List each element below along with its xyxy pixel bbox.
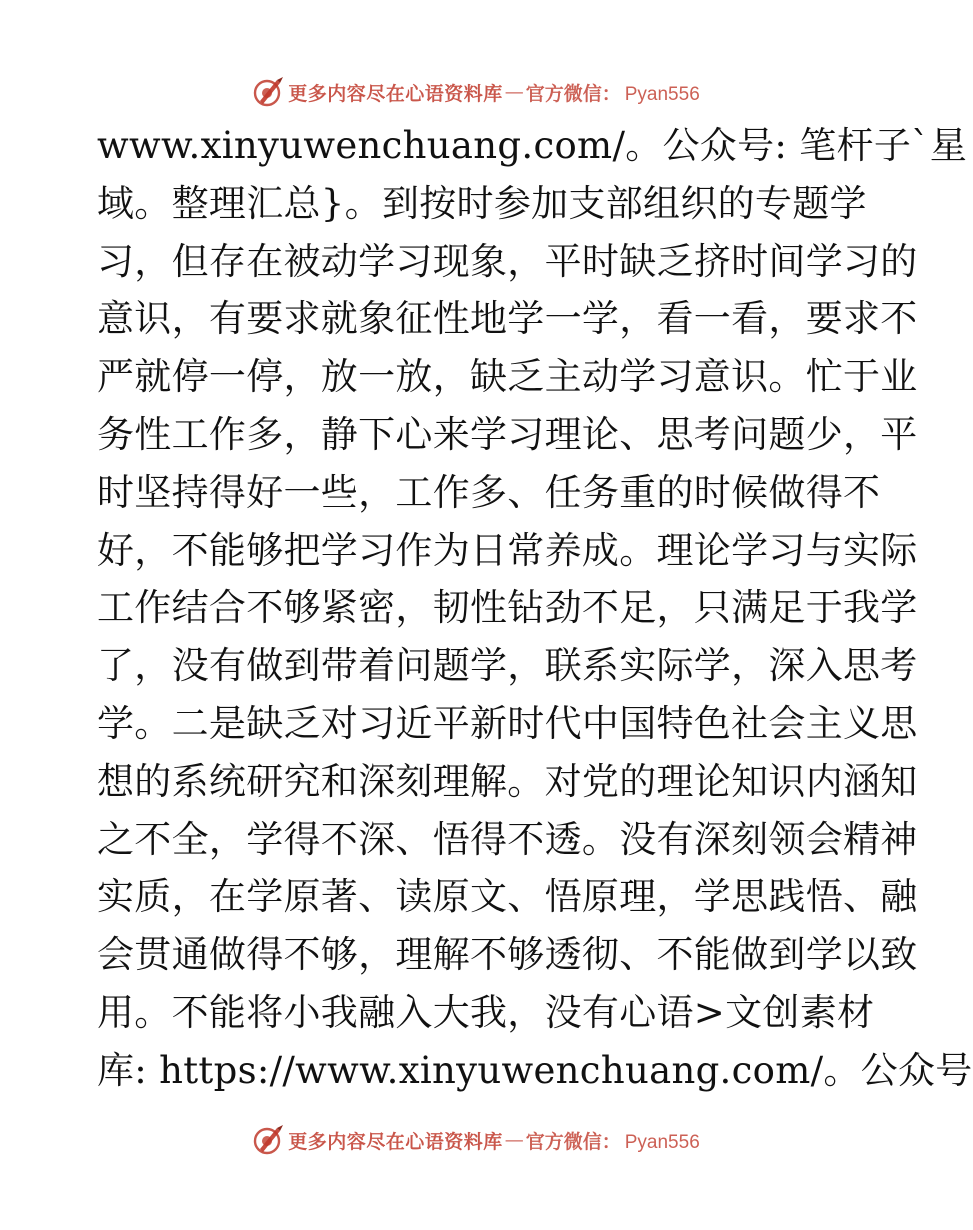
header-banner [0, 70, 950, 114]
body-line: 意识，有要求就象征性地学一学，看一看，要求不 [97, 297, 918, 341]
footer-banner [0, 1118, 950, 1162]
footer-banner-separator: — [504, 1129, 524, 1151]
body-line: 工作结合不够紧密，韧性钻劲不足，只满足于我学 [97, 586, 918, 630]
footer-contact-id: Pyan556 [624, 1131, 700, 1153]
body-line: 时坚持得好一些，工作多、任务重的时候做得不 [97, 470, 881, 514]
body-line: 之不全，学得不深、悟得不透。没有深刻领会精神 [97, 817, 918, 861]
body-line: 会贯通做得不够，理解不够透彻、不能做到学以致 [97, 933, 918, 977]
body-line: 严就停一停，放一放，缺乏主动学习意识。忙于业 [97, 355, 918, 399]
body-line: 好，不能够把学习作为日常养成。理论学习与实际 [97, 528, 918, 572]
footer-contact [526, 1127, 700, 1154]
header-banner-separator: — [504, 81, 524, 103]
body-line: 实质，在学原著、读原文、悟原理，学思践悟、融 [97, 875, 918, 919]
header-contact [526, 79, 700, 106]
body-line: 域。整理汇总}。到按时参加支部组织的专题学 [97, 181, 867, 225]
body-line: 了，没有做到带着问题学，联系实际学，深入思考 [97, 644, 918, 688]
header-contact-label: 官方微信： [525, 82, 621, 105]
footer-contact-label: 官方微信： [525, 1130, 621, 1153]
body-line: 想的系统研究和深刻理解。对党的理论知识内涵知 [97, 759, 918, 803]
body-line: 习，但存在被动学习现象，平时缺乏挤时间学习的 [97, 239, 918, 283]
quill-seal-icon [250, 1122, 286, 1158]
body-line: 学。二是缺乏对习近平新时代中国特色社会主义思 [97, 701, 918, 745]
body-line: www.xinyuwenchuang.com/。公众号: 笔杆子`星 [97, 124, 968, 167]
footer-banner-text: 更多内容尽在心语资料库 [288, 1130, 503, 1153]
document-body [97, 117, 973, 1100]
header-contact-id: Pyan556 [624, 83, 700, 105]
body-line: 务性工作多，静下心来学习理论、思考问题少，平 [97, 412, 918, 456]
body-line: 库: https://www.xinyuwenchuang.com/。公众号 [97, 1048, 973, 1092]
header-banner-text: 更多内容尽在心语资料库 [288, 82, 503, 105]
quill-seal-icon [250, 74, 286, 110]
body-line: 用。不能将小我融入大我，没有心语>文创素材 [97, 990, 875, 1034]
